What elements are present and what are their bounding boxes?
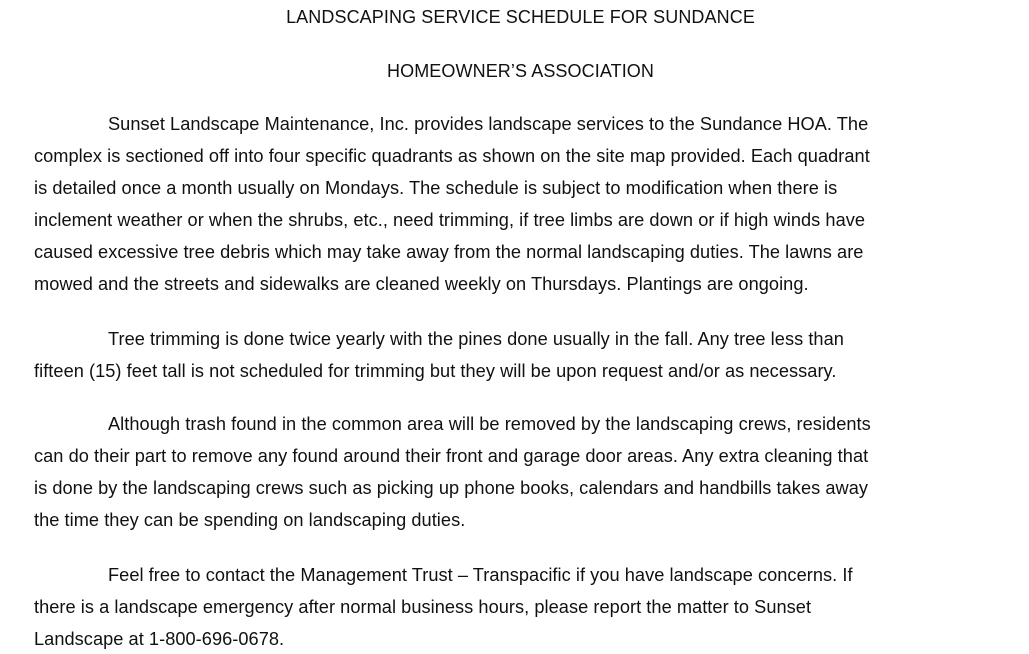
document-title: LANDSCAPING SERVICE SCHEDULE FOR SUNDANCE [286,7,755,27]
paragraph-line: can do their part to remove any found around their front and garage door areas. Any extra cleaning that [34,446,869,466]
paragraph-line: fifteen (15) feet tall is not scheduled for trimming but they will be upon request and/or as necessary. [34,361,837,381]
document-subtitle: HOMEOWNER’S ASSOCIATION [387,61,654,81]
paragraph-line: caused excessive tree debris which may take away from the normal landscaping duties. The lawns are [34,242,864,262]
paragraph-line: the time they can be spending on landscaping duties. [34,510,466,530]
paragraph-line: inclement weather or when the shrubs, etc., need trimming, if tree limbs are down or if high winds have [34,210,866,230]
paragraph-line: mowed and the streets and sidewalks are cleaned weekly on Thursdays. Plantings are ongoing. [34,274,809,294]
paragraph-line: complex is sectioned off into four specific quadrants as shown on the site map provided. Each quadrant [34,146,870,166]
paragraph-line: there is a landscape emergency after normal business hours, please report the matter to Sunset [34,597,812,617]
paragraph-line: is detailed once a month usually on Mondays. The schedule is subject to modification when there is [34,178,838,198]
paragraph-line: Although trash found in the common area will be removed by the landscaping crews, residents [108,414,871,434]
paragraph-line: Landscape at 1-800-696-0678. [34,629,285,649]
paragraph-line: Feel free to contact the Management Trust – Transpacific if you have landscape concerns. If [108,565,853,585]
paragraph-line: Sunset Landscape Maintenance, Inc. provides landscape services to the Sundance HOA. The [108,114,869,134]
paragraph-line: is done by the landscaping crews such as picking up phone books, calendars and handbills takes away [34,478,869,498]
paragraph-line: Tree trimming is done twice yearly with the pines done usually in the fall. Any tree less than [108,329,844,349]
